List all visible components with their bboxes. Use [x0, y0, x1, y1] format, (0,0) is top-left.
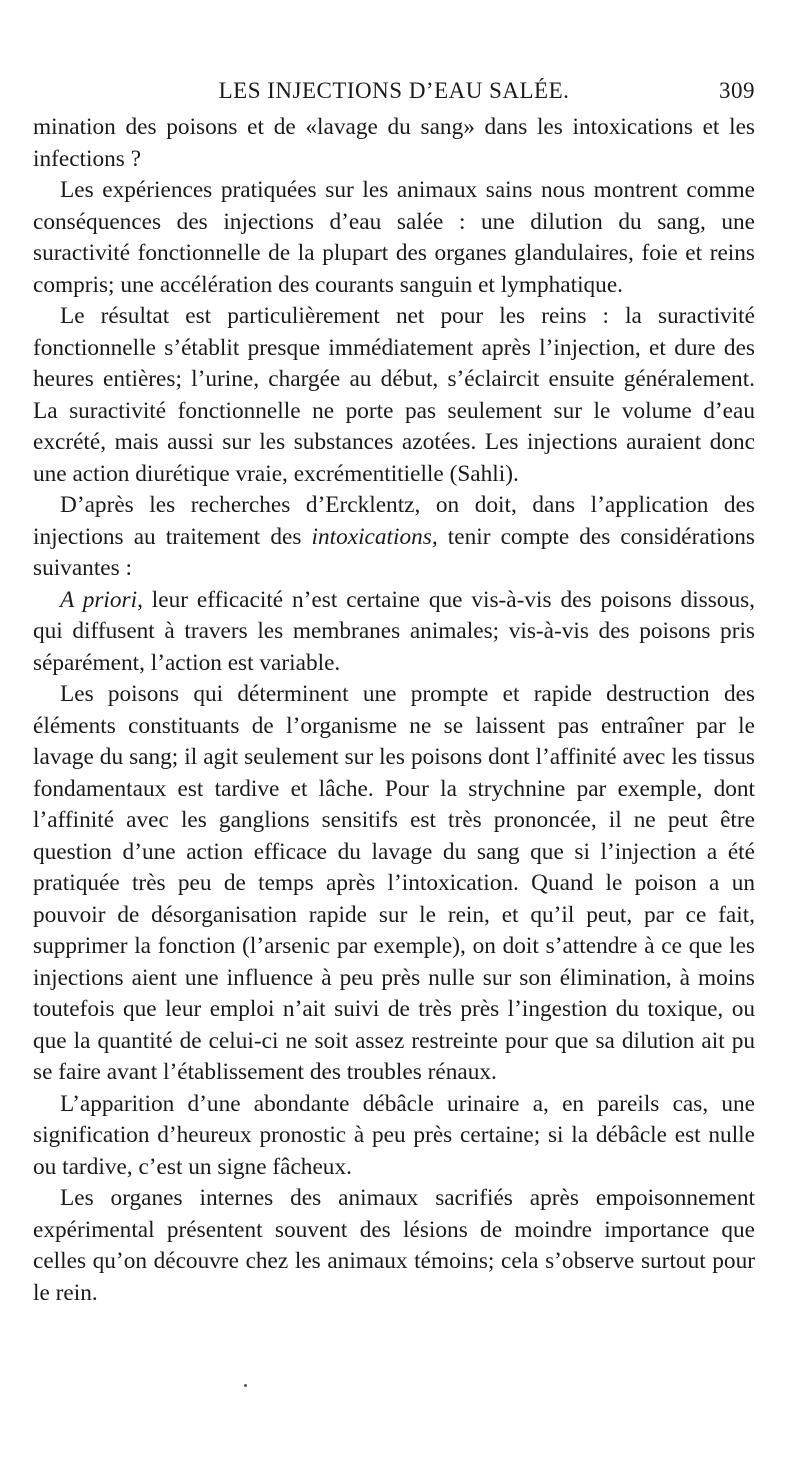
- paragraph-a-priori: [33, 585, 755, 680]
- running-title: LES INJECTIONS D’EAU SALÉE.: [218, 78, 570, 103]
- paragraph-organs: Les organes internes des animaux sacrifiés après empoisonnement expérimental présentent souvent des lésions de moindre importance que celles qu’on découvre chez les animaux témoins; cela s’observe surtout pour le rein.: [33, 1185, 755, 1306]
- paragraph-a-priori-emphasis: A priori,: [60, 586, 143, 613]
- running-head: [33, 72, 755, 112]
- body-text: [33, 112, 755, 1309]
- paragraph-poisons: Les poisons qui déterminent une prompte et rapide destruction des éléments constituants de l’organisme ne se laissent pas entraîner par le lavage du sang; il agit seulement sur les poisons dont l’affinité avec les tissus fondamentaux est tardive et lâche. Pour la strychnine par exemple, dont l’affinité avec les ganglions sensitifs est très prononcée, il ne peut être question d’une action efficace du lavage du sang que si l’injection a été pratiquée très peu de temps après l’intoxication. Quand le poison a un pouvoir de désorganisation rapide sur le rein, et qu’il peut, par ce fait, supprimer la fonction (l’arsenic par exemple), on doit s’attendre à ce que les injections aient une influence à peu près nulle sur son élimination, à moins toutefois que leur emploi n’ait suivi de très près l’ingestion du toxique, ou que la quantité de celui-ci ne soit assez restreinte pour que sa dilution ait pu se faire avant l’établissement des troubles rénaux.: [33, 681, 755, 1085]
- book-page: [33, 72, 755, 1309]
- paragraph-ercklentz: [33, 490, 755, 585]
- page-number: 309: [719, 78, 755, 103]
- paragraph-ercklentz-after: tenir compte des considérations suivantes :: [33, 523, 755, 581]
- paragraph-debacle: L’apparition d’une abondante débâcle urinaire a, en pareils cas, une signification d’heureux pronostic à peu près certaine; si la débâcle est nulle ou tardive, c’est un signe fâcheux.: [33, 1090, 755, 1180]
- paragraph-ercklentz-before: D’après les recherches d’Ercklentz, on doit, dans l’application des injections au traitement des: [33, 492, 755, 550]
- paragraph-experiments: Les expériences pratiquées sur les animaux sains nous montrent comme conséquences des injections d’eau salée : une dilution du sang, une suractivité fonctionnelle de la plupart des organes glandulaires, foie et reins compris; une accélération des courants sanguin et lymphatique.: [33, 177, 755, 298]
- paragraph-ercklentz-emphasis: intoxications,: [311, 523, 438, 550]
- print-speck: [244, 1384, 247, 1387]
- paragraph-a-priori-after: leur efficacité n’est certaine que vis-à-vis des poisons dissous, qui diffusent à travers les membranes animales; vis-à-vis des poisons pris séparément, l’action est variable.: [33, 586, 755, 676]
- paragraph-continuation: mination des poisons et de «lavage du sang» dans les intoxications et les infections ?: [33, 114, 755, 172]
- paragraph-kidney-result: Le résultat est particulièrement net pour les reins : la suractivité fonctionnelle s’établit presque immédiatement après l’injection, et dure des heures entières; l’urine, chargée au début, s’éclaircit ensuite généralement. La suractivité fonctionnelle ne porte pas seulement sur le volume d’eau excrété, mais aussi sur les substances azotées. Les injections auraient donc une action diurétique vraie, excrémentitielle (Sahli).: [33, 303, 755, 487]
